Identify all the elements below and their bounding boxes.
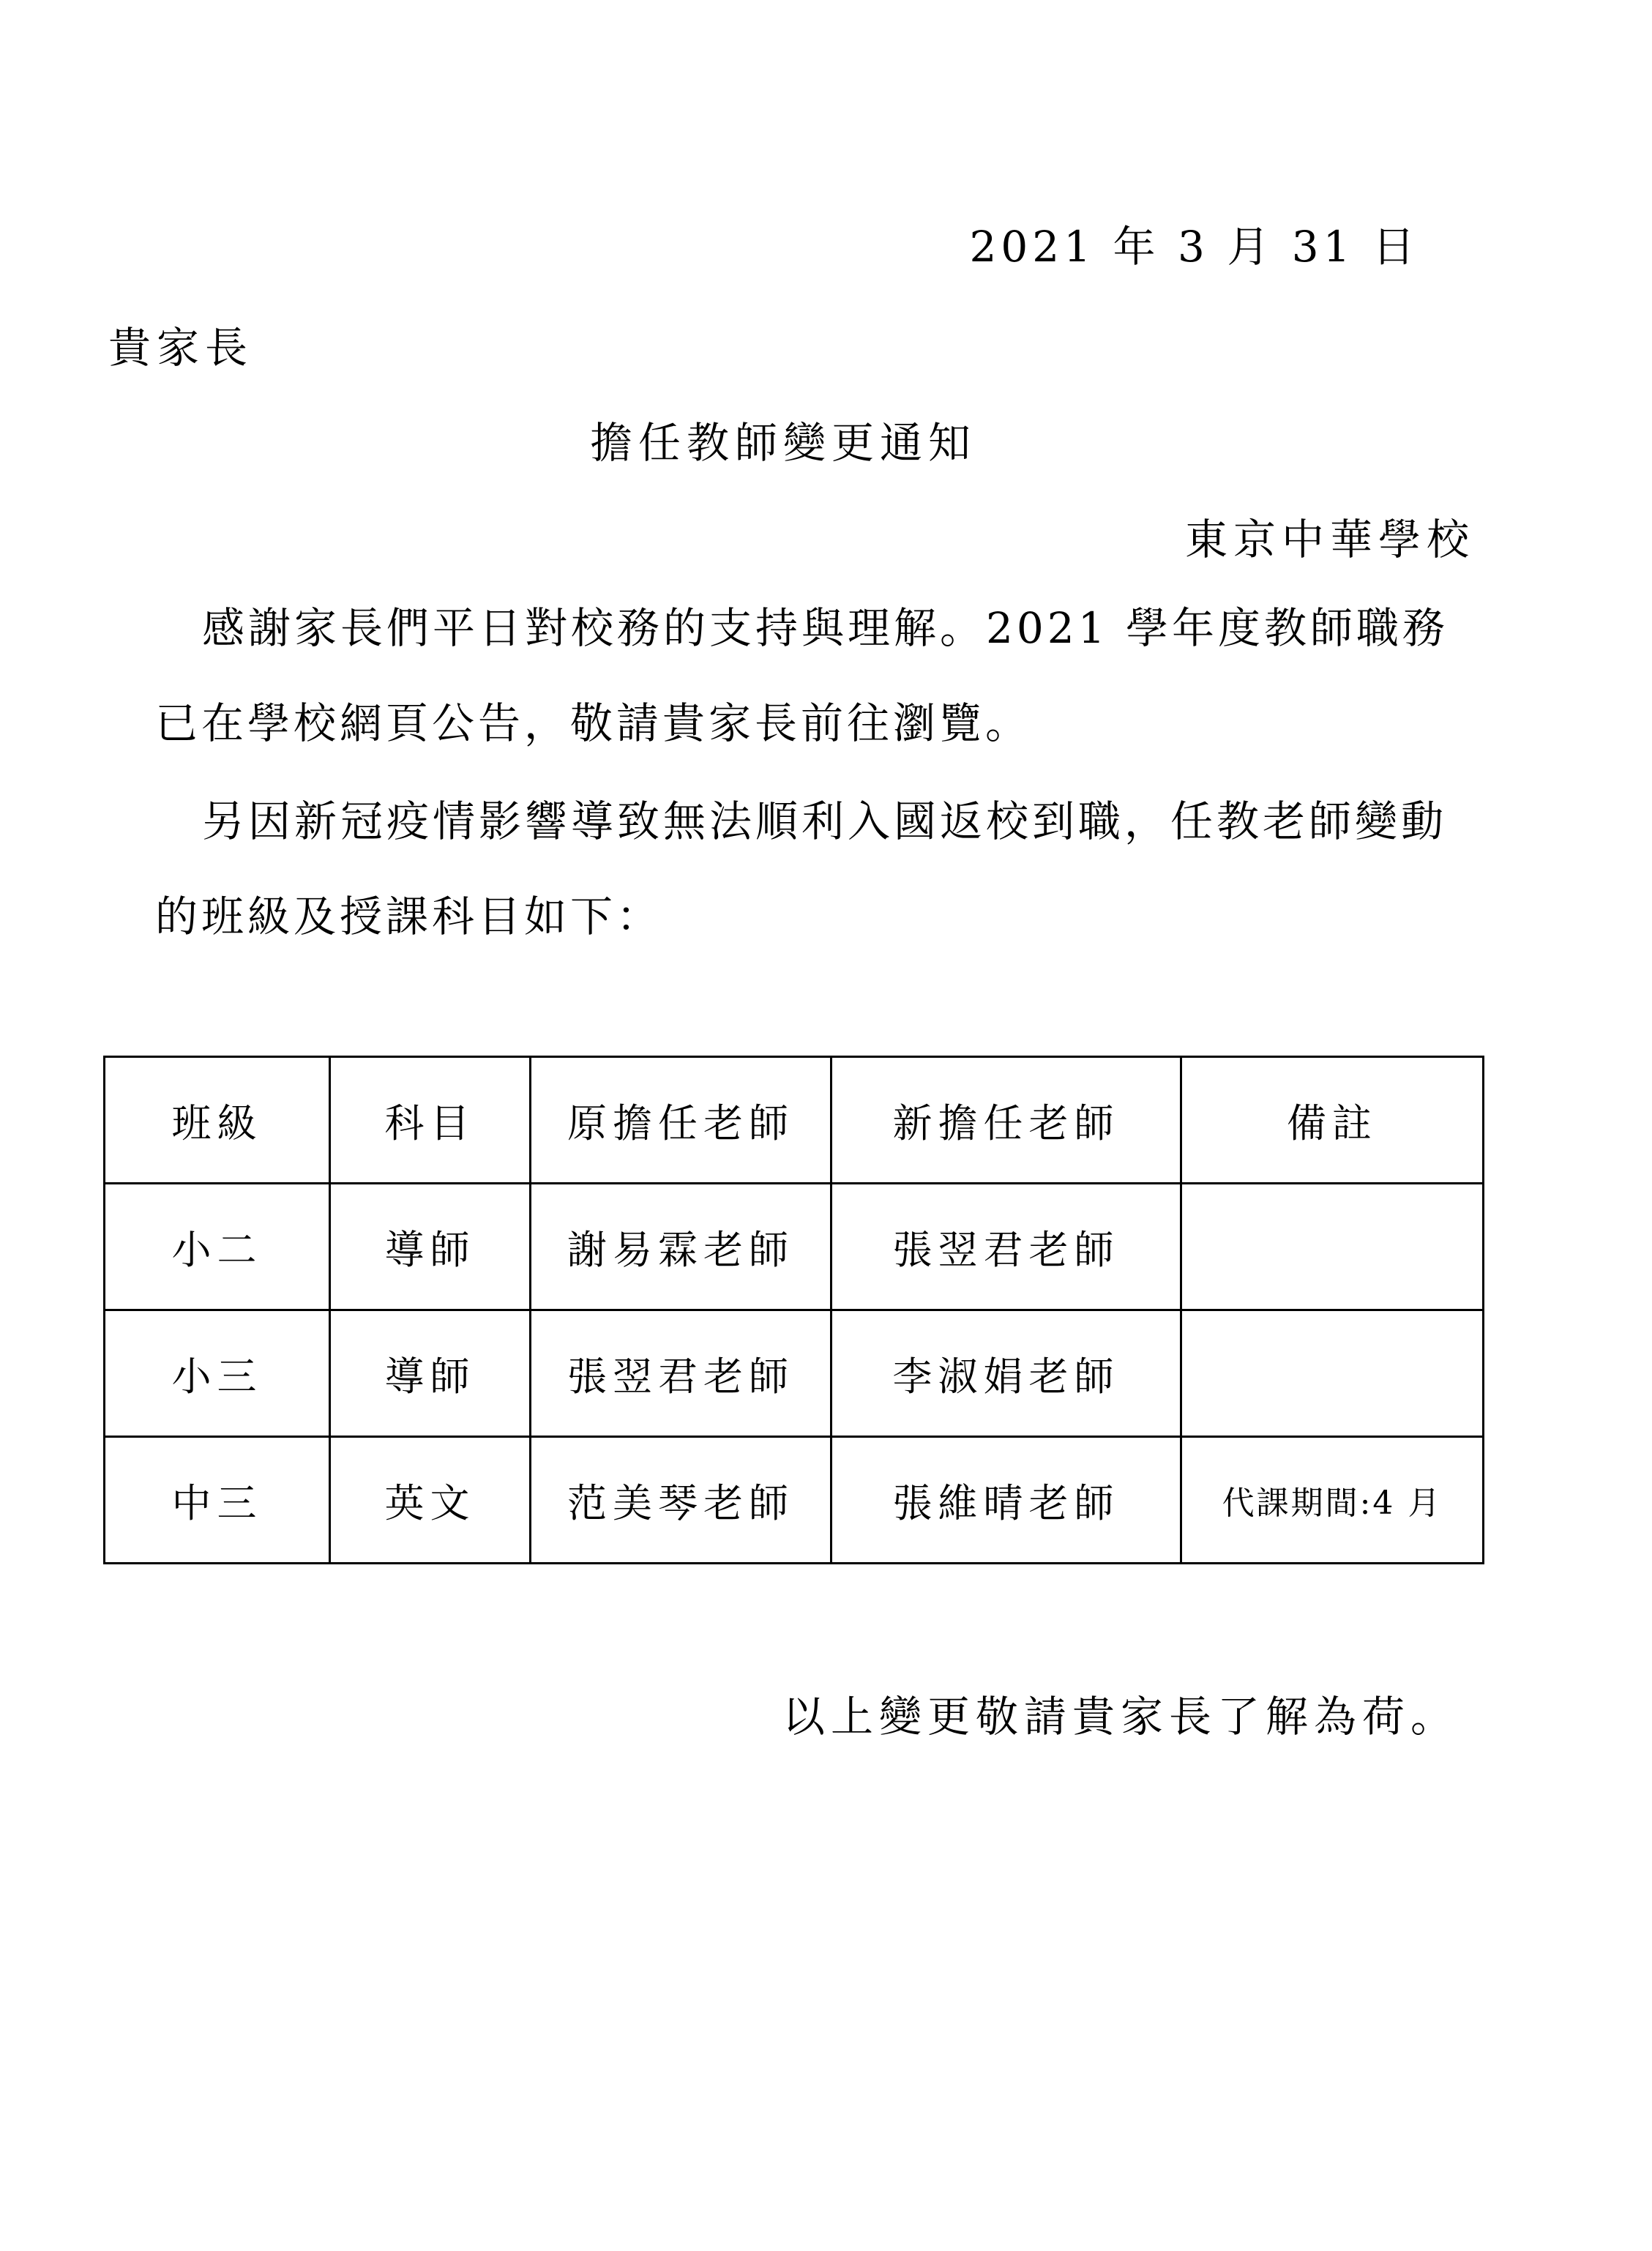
header-subject: 科目	[330, 1057, 531, 1184]
notice-date: 2021 年 3 月 31 日	[969, 222, 1419, 272]
cell-original-teacher: 張翌君老師	[531, 1310, 831, 1437]
cell-class: 小三	[105, 1310, 330, 1437]
salutation: 貴家長	[108, 323, 254, 373]
cell-class: 中三	[105, 1437, 330, 1564]
cell-remarks	[1181, 1310, 1484, 1437]
header-original-teacher: 原擔任老師	[531, 1057, 831, 1184]
table-row	[105, 1437, 1484, 1564]
cell-remarks	[1181, 1184, 1484, 1310]
paragraph-announcement-text: 感謝家長們平日對校務的支持與理解。2021 學年度教師職務已在學校網頁公告，敬請貴家長前往瀏覽。	[155, 603, 1449, 748]
cell-new-teacher: 李淑娟老師	[831, 1310, 1181, 1437]
table-row	[105, 1310, 1484, 1437]
cell-new-teacher: 張維晴老師	[831, 1437, 1181, 1564]
cell-new-teacher: 張翌君老師	[831, 1184, 1181, 1310]
header-remarks: 備註	[1181, 1057, 1484, 1184]
paragraph-teacher-changes-text: 另因新冠疫情影響導致無法順利入國返校到職，任教老師變動的班級及授課科目如下：	[155, 796, 1448, 941]
cell-subject: 英文	[330, 1437, 531, 1564]
cell-subject: 導師	[330, 1310, 531, 1437]
closing-remark: 以上變更敬請貴家長了解為荷。	[782, 1692, 1459, 1742]
cell-class: 小二	[105, 1184, 330, 1310]
notice-title: 擔任教師變更通知	[589, 418, 976, 468]
school-name: 東京中華學校	[1184, 515, 1475, 564]
cell-subject: 導師	[330, 1184, 531, 1310]
paragraph-teacher-changes	[155, 774, 1480, 964]
table-row	[105, 1184, 1484, 1310]
cell-original-teacher: 謝易霖老師	[531, 1184, 831, 1310]
cell-original-teacher: 范美琴老師	[531, 1437, 831, 1564]
header-new-teacher: 新擔任老師	[831, 1057, 1181, 1184]
cell-remarks: 代課期間:4 月	[1181, 1437, 1484, 1564]
teacher-change-table	[103, 1056, 1484, 1564]
header-class: 班級	[105, 1057, 330, 1184]
table-header-row	[105, 1057, 1484, 1184]
paragraph-announcement	[155, 581, 1480, 771]
